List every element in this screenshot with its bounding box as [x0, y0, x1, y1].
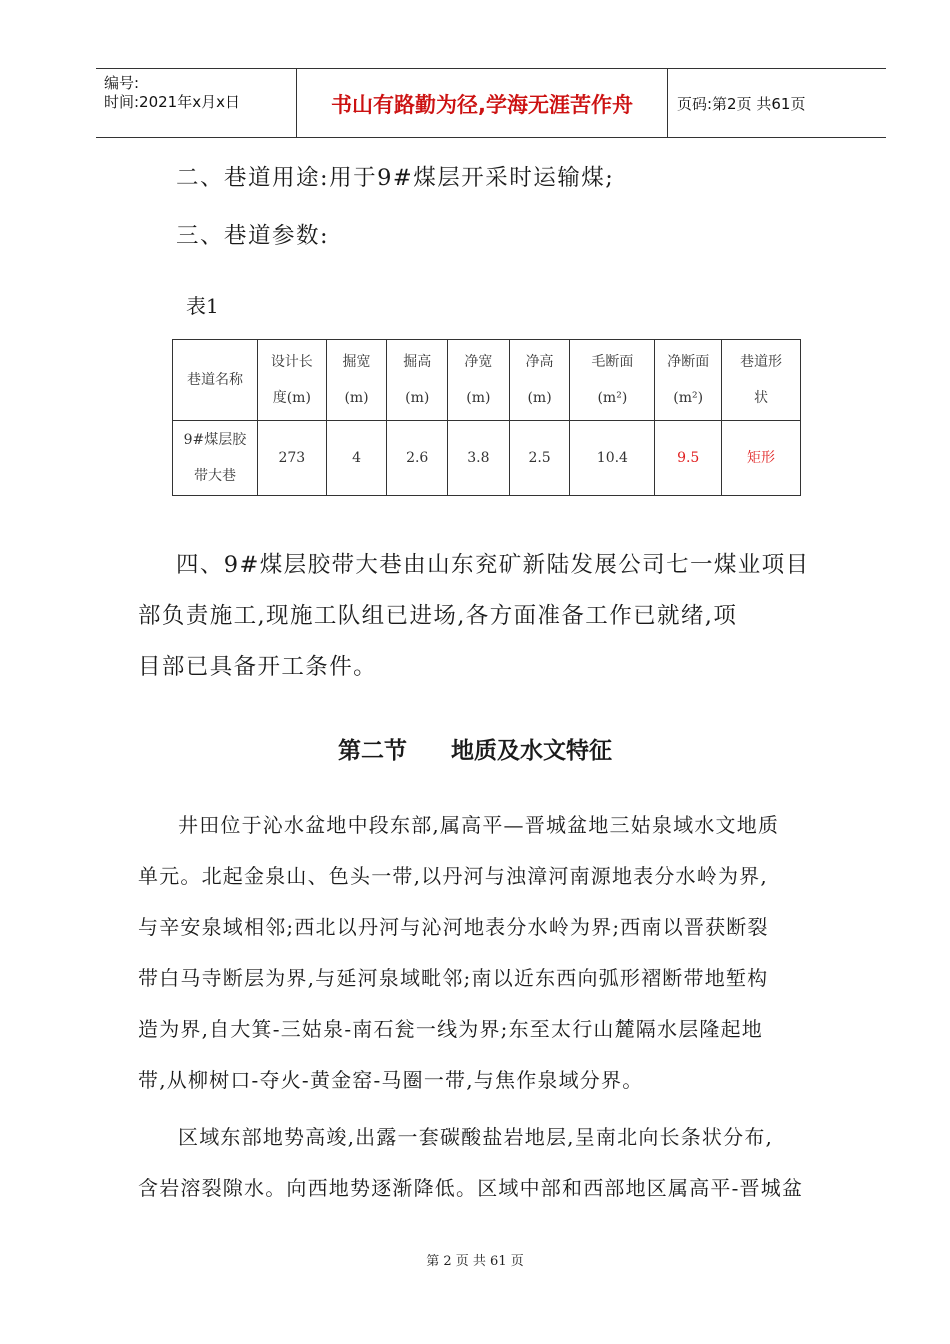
para2-line-2: 含岩溶裂隙水。向西地势逐渐降低。区域中部和西部地区属高平-晋城盆: [138, 1176, 804, 1200]
header-page-cell: [669, 69, 886, 137]
header-motto: 书山有路勤为径,学海无涯苦作舟: [331, 93, 633, 117]
section-title: 地质及水文特征: [451, 738, 612, 764]
para1-line-2: 单元。北起金泉山、色头一带,以丹河与浊漳河南源地表分水岭为界,: [138, 864, 768, 888]
roadway-params-table: [172, 339, 801, 496]
page-footer: 第 2 页 共 61 页: [426, 1254, 524, 1269]
cell-roadway-name: 9#煤层胶 带大巷: [173, 421, 258, 496]
item4-line-3: 目部已具备开工条件。: [138, 654, 378, 680]
cell-net-height: 2.5: [509, 421, 570, 496]
header-cell-net-section: 净断面 (m²): [655, 340, 722, 421]
cell-net-section: 9.5: [655, 421, 722, 496]
header-cell-net-width: 净宽 (m): [448, 340, 510, 421]
para1-line-3: 与辛安泉域相邻;西北以丹河与沁河地表分水岭为界;西南以晋获断裂: [138, 915, 769, 939]
item4-line-2: 部负责施工,现施工队组已进场,各方面准备工作已就绪,项: [138, 603, 738, 629]
geology-paragraph-1: [138, 800, 853, 1106]
table-row: [173, 421, 801, 496]
table-header-row: [173, 340, 801, 421]
roadway-purpose-line: 二、巷道用途:用于9#煤层开采时运输煤;: [176, 165, 615, 191]
para1-line-1: 井田位于沁水盆地中段东部,属高平—晋城盆地三姑泉域水文地质: [178, 813, 780, 837]
section-heading: [0, 732, 950, 765]
geology-paragraph-2: [138, 1112, 853, 1214]
para1-line-5: 造为界,自大箕-三姑泉-南石瓮一线为界;东至太行山麓隔水层隆起地: [138, 1017, 764, 1041]
cell-shape: 矩形: [722, 421, 801, 496]
header-motto-cell: [297, 69, 668, 137]
para2-line-1: 区域东部地势高竣,出露一套碳酸盐岩地层,呈南北向长条状分布,: [178, 1125, 774, 1149]
item4-line-1: 四、9#煤层胶带大巷由山东兖矿新陆发展公司七一煤业项目: [176, 552, 810, 578]
header-cell-gross-section: 毛断面 (m²): [570, 340, 655, 421]
doc-time-label: 时间:2021年x月x日: [104, 93, 240, 111]
cell-gross-section: 10.4: [570, 421, 655, 496]
doc-number-label: 编号:: [104, 74, 140, 92]
header-cell-shape: 巷道形 状: [722, 340, 801, 421]
section-number: 第二节: [338, 738, 407, 764]
para1-line-6: 带,从柳树口-夺火-黄金窑-马圈一带,与焦作泉域分界。: [138, 1068, 644, 1092]
document-header: [96, 68, 886, 138]
header-page-info: 页码:第2页 共61页: [677, 95, 806, 113]
cell-dig-height: 2.6: [387, 421, 448, 496]
header-cell-dig-height: 掘高 (m): [387, 340, 448, 421]
header-cell-net-height: 净高 (m): [509, 340, 570, 421]
header-meta-cell: [96, 69, 297, 137]
header-cell-name: 巷道名称: [173, 340, 258, 421]
header-cell-dig-width: 掘宽 (m): [326, 340, 387, 421]
cell-net-width: 3.8: [448, 421, 510, 496]
para1-line-4: 带白马寺断层为界,与延河泉域毗邻;南以近东西向弧形褶断带地堑构: [138, 966, 769, 990]
cell-dig-width: 4: [326, 421, 387, 496]
table-caption: 表1: [186, 294, 219, 318]
cell-length: 273: [257, 421, 326, 496]
header-cell-length: 设计长 度(m): [257, 340, 326, 421]
roadway-params-heading: 三、巷道参数:: [176, 223, 330, 249]
item4-paragraph: [138, 540, 853, 693]
